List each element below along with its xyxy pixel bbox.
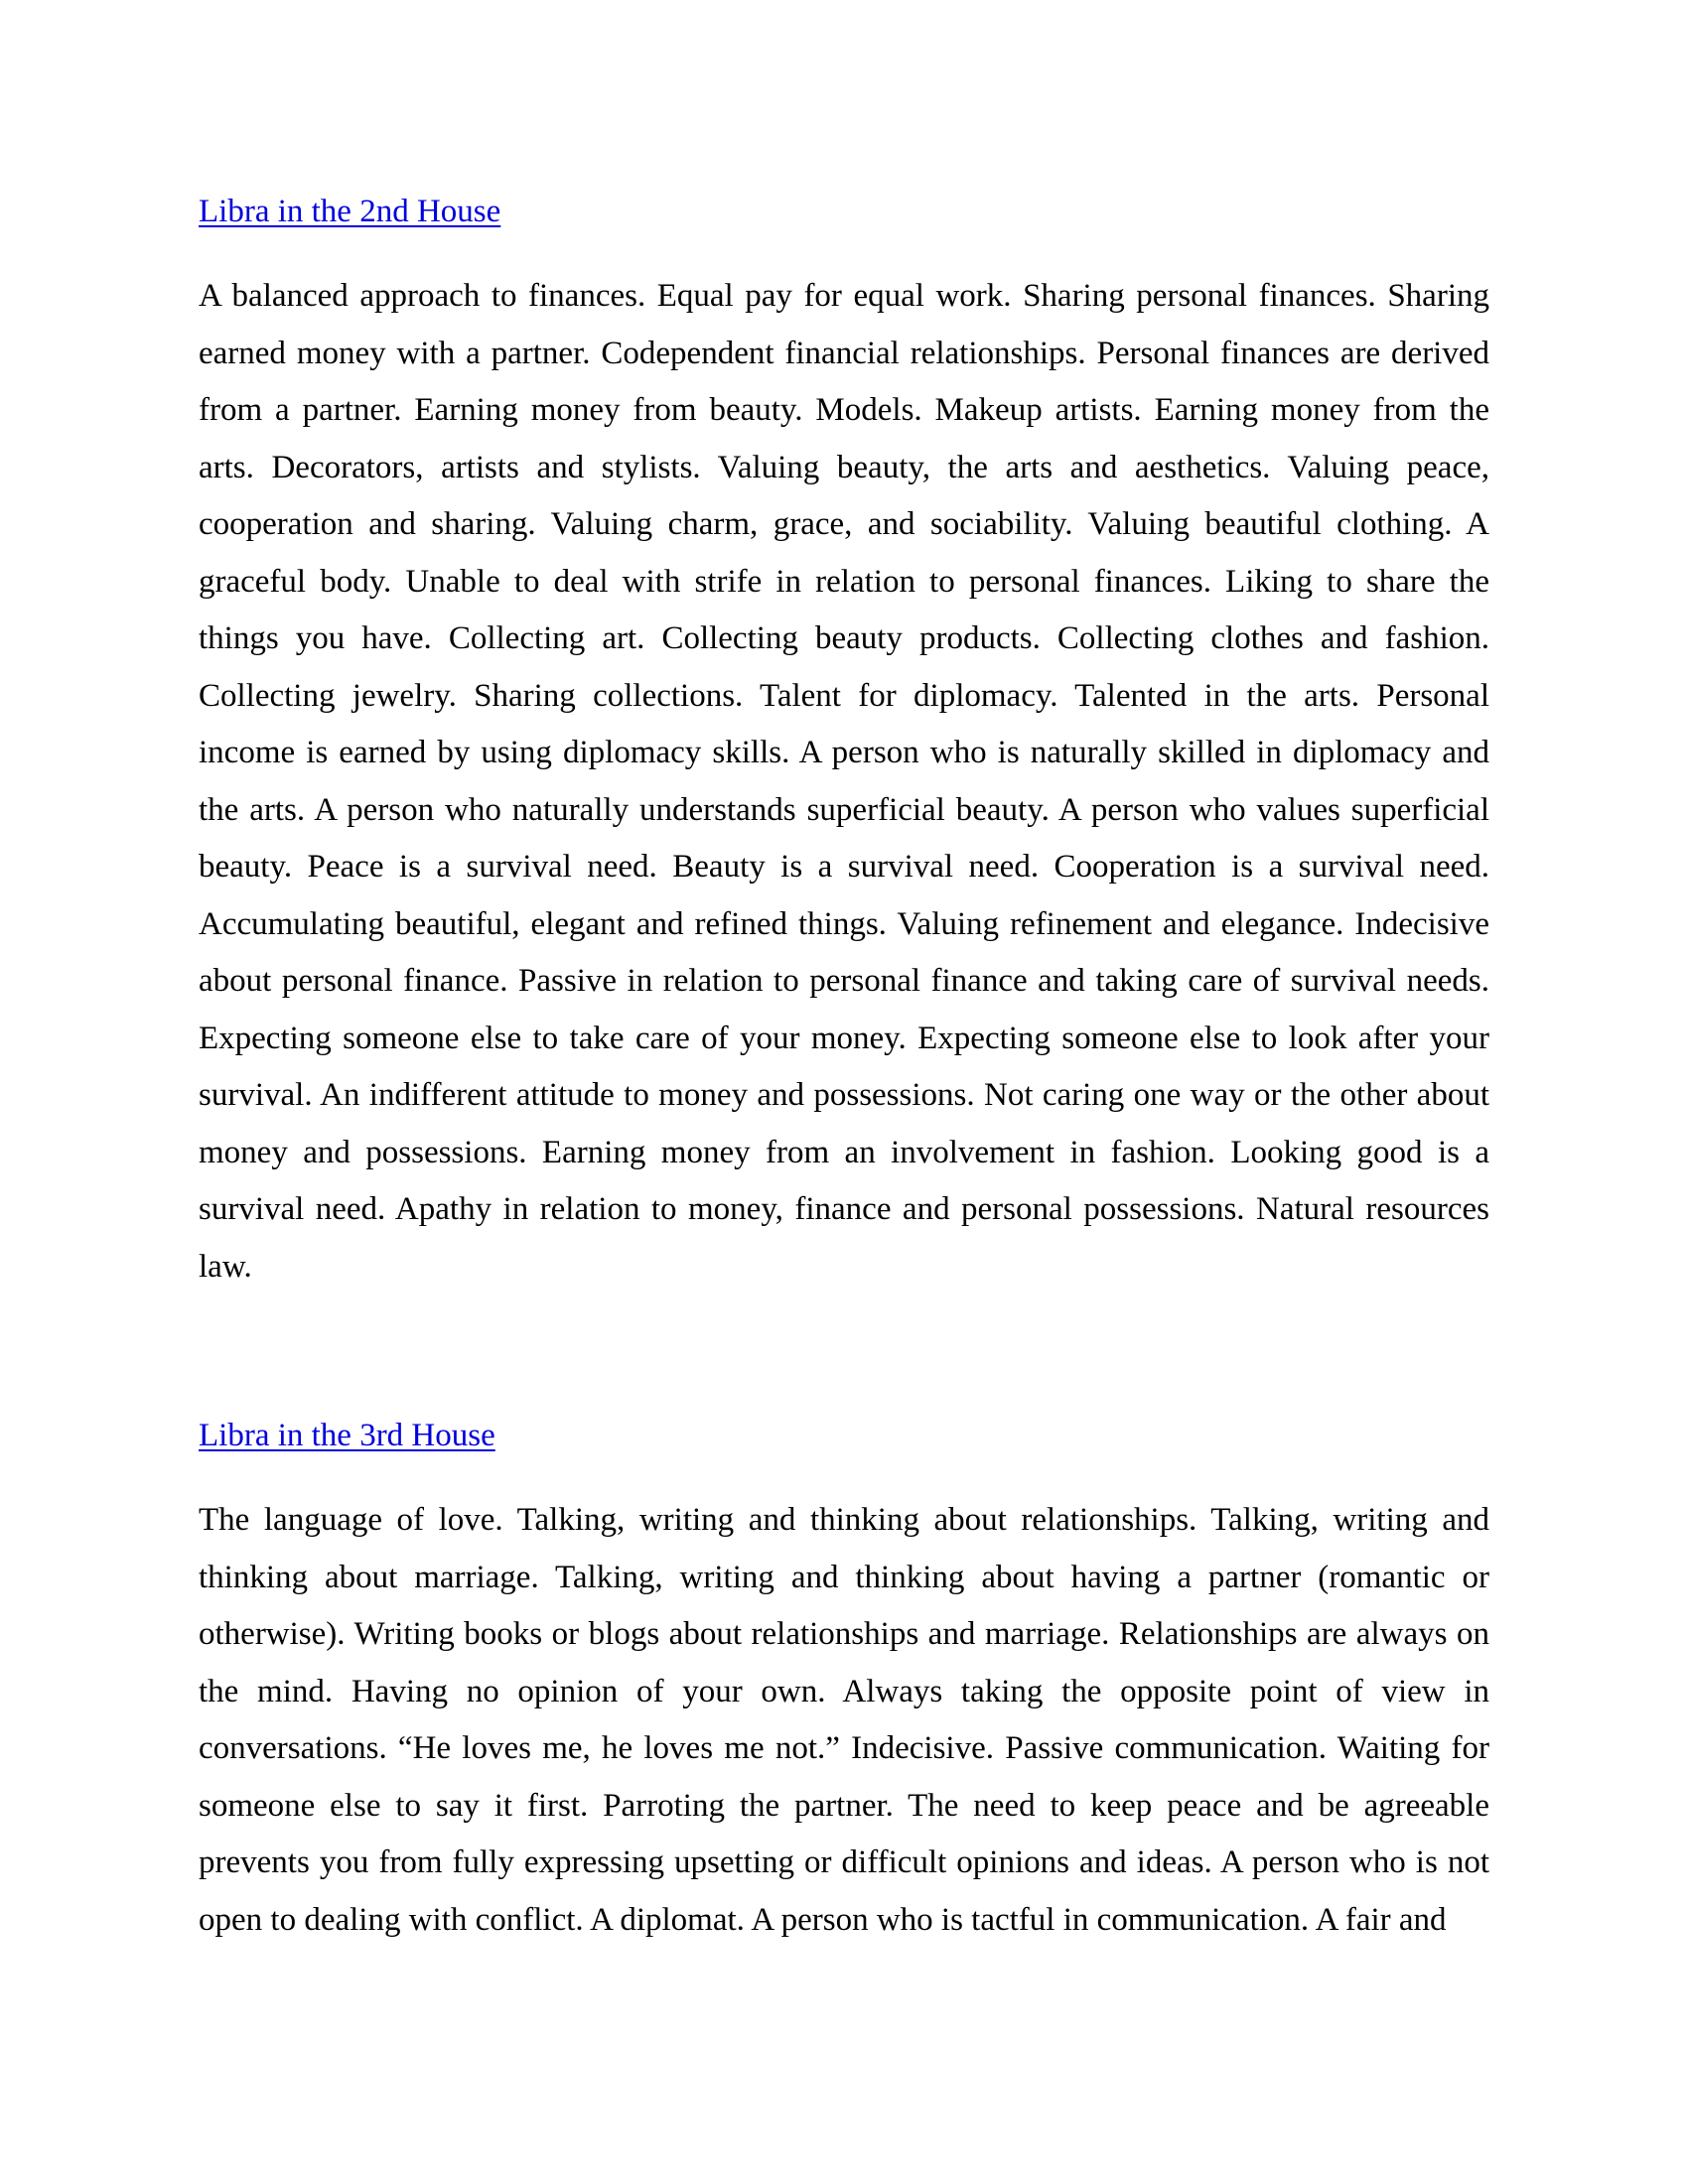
libra-3rd-house-paragraph: The language of love. Talking, writing and thinking about relationships. Talking, writing and thinking about marriage. Talking, writing and thinking about having a partner (romantic or otherwise). Writing books or blogs about relationships and marriage. Relationships are always on the mind. Having no opinion of your own. Always taking the opposite point of view in conversations. “He loves me, he loves me not.” Indecisive. Passive communication. Waiting for someone else to say it first. Parroting the partner. The need to keep peace and be agreeable prevents you from fully expressing upsetting or difficult opinions and ideas. A person who is not open to dealing with conflict. A diplomat. A person who is tactful in communication. A fair and bbox=[199, 1502, 1489, 1938]
section-libra-2nd-house-heading bbox=[199, 184, 1489, 241]
libra-2nd-house-heading-link[interactable]: Libra in the 2nd House bbox=[199, 194, 501, 229]
libra-2nd-house-paragraph: A balanced approach to finances. Equal pay for equal work. Sharing personal finances. Sharing earned money with a partner. Codependent financial relationships. Personal finances are derived from a partner. Earning money from beauty. Models. Makeup artists. Earning money from the arts. Decorators, artists and stylists. Valuing beauty, the arts and aesthetics. Valuing peace, cooperation and sharing. Valuing charm, grace, and sociability. Valuing beautiful clothing. A graceful body. Unable to deal with strife in relation to personal finances. Liking to share the things you have. Collecting art. Collecting beauty products. Collecting clothes and fashion. Collecting jewelry. Sharing collections. Talent for diplomacy. Talented in the arts. Personal income is earned by using diplomacy skills. A person who is naturally skilled in diplomacy and the arts. A person who naturally understands superficial beauty. A person who values superficial beauty. Peace is a survival need. Beauty is a survival need. Cooperation is a survival need. Accumulating beautiful, elegant and refined things. Valuing refinement and elegance. Indecisive about personal finance. Passive in relation to personal finance and taking care of survival needs. Expecting someone else to take care of your money. Expecting someone else to look after your survival. An indifferent attitude to money and possessions. Not caring one way or the other about money and possessions. Earning money from an involvement in fashion. Looking good is a survival need. Apathy in relation to money, finance and personal possessions. Natural resources law. bbox=[199, 278, 1489, 1285]
libra-3rd-house-heading-link[interactable]: Libra in the 3rd House bbox=[199, 1418, 495, 1453]
section-libra-3rd-house-heading bbox=[199, 1408, 1489, 1465]
